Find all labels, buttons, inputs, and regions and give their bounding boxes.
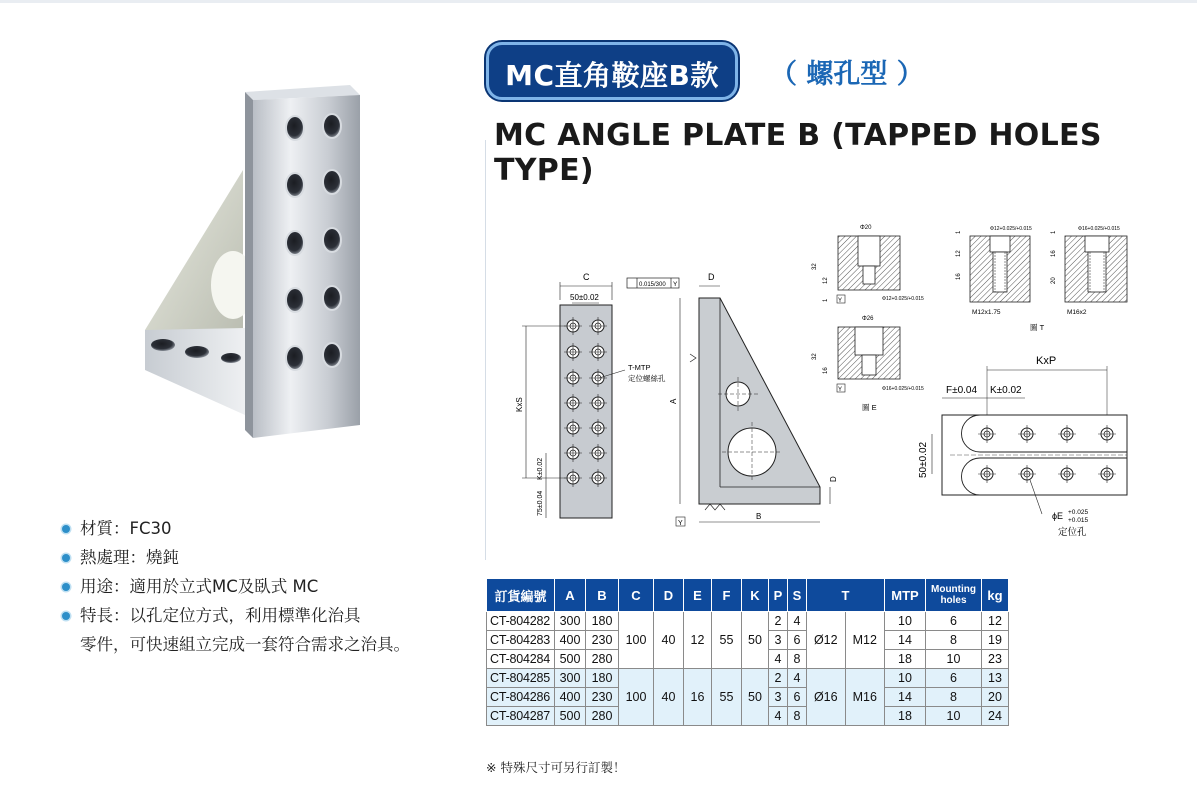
cell-t-dia: Ø16 <box>807 669 846 726</box>
cell-d: 40 <box>654 612 684 669</box>
dim-50-label: 50±0.02 <box>570 293 599 302</box>
spec-table <box>486 578 1009 726</box>
phi26-label: Φ26 <box>862 316 874 322</box>
custom-size-note: ※ 特殊尺寸可另行訂製！ <box>486 760 626 775</box>
cell-holes: 6 <box>926 612 982 631</box>
col-header-k: K <box>742 579 769 612</box>
col-header-kg: kg <box>982 579 1009 612</box>
cell-mtp: 14 <box>885 631 926 650</box>
cell-kg: 24 <box>982 707 1009 726</box>
dim12-label: 12 <box>823 277 829 284</box>
col-header-f: F <box>712 579 742 612</box>
side-view <box>669 272 838 527</box>
m16-label: M16x2 <box>1067 309 1087 316</box>
bullet-icon <box>62 554 70 562</box>
col-header-s: S <box>788 579 807 612</box>
cell-holes: 10 <box>926 650 982 669</box>
datum-y-label: Y <box>673 281 678 288</box>
dim-b-label: B <box>756 512 762 521</box>
col-header-d: D <box>654 579 684 612</box>
phi12-tol-label: Φ12+0.025/+0.015 <box>882 296 924 302</box>
dim-50-plan-label: 50±0.02 <box>918 441 929 478</box>
feature-usage <box>62 572 482 601</box>
cell-c: 100 <box>619 669 654 726</box>
top-divider <box>0 0 1197 3</box>
phi12-t-label: Φ12+0.025/+0.015 <box>990 226 1032 232</box>
cell-t-thread: M16 <box>845 669 884 726</box>
cell-b: 280 <box>586 650 619 669</box>
cell-t-dia: Ø12 <box>807 612 846 669</box>
col-header-c: C <box>619 579 654 612</box>
cell-holes: 8 <box>926 688 982 707</box>
cell-a: 500 <box>555 650 586 669</box>
cell-c: 100 <box>619 612 654 669</box>
flatness-label: 0.015/300 <box>639 282 666 288</box>
feature-heat-treatment <box>62 543 482 572</box>
cell-b: 180 <box>586 669 619 688</box>
table-row <box>487 612 1009 631</box>
datum-y-e2-label: Y <box>838 387 843 393</box>
dim12-t-label: 12 <box>956 250 962 257</box>
title-badge-text: MC直角鞍座B款 <box>505 59 719 92</box>
cell-a: 300 <box>555 612 586 631</box>
cell-code: CT-804283 <box>487 631 555 650</box>
cell-p: 2 <box>769 612 788 631</box>
cell-s: 8 <box>788 707 807 726</box>
cell-code: CT-804286 <box>487 688 555 707</box>
cell-code: CT-804285 <box>487 669 555 688</box>
cell-p: 4 <box>769 650 788 669</box>
phi16-t-label: Φ16+0.025/+0.015 <box>1078 226 1120 232</box>
col-header-t: T <box>807 579 885 612</box>
cell-mtp: 14 <box>885 688 926 707</box>
col-header-code: 訂貨編號 <box>487 579 555 612</box>
detail-e-bottom <box>812 316 924 412</box>
feature-text: 熱處理：燒鈍 <box>80 548 179 567</box>
cell-d: 40 <box>654 669 684 726</box>
cell-mtp: 10 <box>885 612 926 631</box>
datum-y-side-label: Y <box>678 520 683 527</box>
cell-k: 50 <box>742 612 769 669</box>
product-photo <box>135 80 385 440</box>
phi-e-label: ϕE <box>1052 511 1064 521</box>
cell-p: 4 <box>769 707 788 726</box>
dim-k2-label: K±0.02 <box>990 385 1022 396</box>
technical-drawing <box>490 212 1190 547</box>
cell-b: 230 <box>586 631 619 650</box>
cell-s: 8 <box>788 650 807 669</box>
cell-mtp: 18 <box>885 650 926 669</box>
cell-kg: 19 <box>982 631 1009 650</box>
dim-f-label: F±0.04 <box>946 385 978 396</box>
dim32-e2-label: 32 <box>812 353 818 360</box>
locate-hole-label: 定位孔 <box>1058 527 1087 538</box>
cell-p: 3 <box>769 688 788 707</box>
dim1-t2-label: 1 <box>1051 230 1057 234</box>
feature-characteristics-cont: 零件，可快速組立完成一套符合需求之治具。 <box>80 635 410 654</box>
bullet-icon <box>62 612 70 620</box>
feature-material <box>62 514 482 543</box>
dim-75-label: 75±0.04 <box>537 490 544 516</box>
feature-list <box>62 514 482 659</box>
cell-f: 55 <box>712 612 742 669</box>
m12-label: M12x1.75 <box>972 309 1001 316</box>
cell-a: 400 <box>555 688 586 707</box>
phi-e-tol-up: +0.025 <box>1068 509 1089 516</box>
table-row <box>487 669 1009 688</box>
dim-d-side-label: D <box>829 476 838 482</box>
cell-b: 180 <box>586 612 619 631</box>
flatness-callout <box>627 278 679 288</box>
cell-s: 6 <box>788 688 807 707</box>
cell-b: 230 <box>586 688 619 707</box>
dim32-label: 32 <box>812 263 818 270</box>
col-header-b: B <box>586 579 619 612</box>
vertical-divider <box>485 140 486 560</box>
cell-kg: 12 <box>982 612 1009 631</box>
dim1-label: 1 <box>823 298 829 302</box>
fig-t-label: 圖 T <box>1030 323 1045 332</box>
plan-view <box>918 355 1127 538</box>
fig-e-label: 圖 E <box>862 403 877 412</box>
cell-f: 55 <box>712 669 742 726</box>
title-badge <box>486 42 738 100</box>
col-header-p: P <box>769 579 788 612</box>
cell-code: CT-804284 <box>487 650 555 669</box>
phi20-label: Φ20 <box>860 225 872 231</box>
cell-kg: 23 <box>982 650 1009 669</box>
dim-k-label: K±0.02 <box>537 457 544 480</box>
dim-kxp-label: KxP <box>1036 355 1057 367</box>
title-english: MC ANGLE PLATE B (TAPPED HOLES TYPE) <box>494 118 1102 188</box>
tmtp-label: T-MTP <box>628 363 651 372</box>
cell-holes: 10 <box>926 707 982 726</box>
detail-e-top <box>812 225 924 304</box>
cell-a: 300 <box>555 669 586 688</box>
dim-kxs-label: KxS <box>515 397 524 412</box>
cell-holes: 6 <box>926 669 982 688</box>
cell-p: 2 <box>769 669 788 688</box>
feature-text: 用途：適用於立式MC及臥式 MC <box>80 577 319 596</box>
table-header-row <box>487 579 1009 612</box>
cell-mtp: 10 <box>885 669 926 688</box>
col-header-a: A <box>555 579 586 612</box>
cell-b: 280 <box>586 707 619 726</box>
cell-a: 400 <box>555 631 586 650</box>
cell-e: 16 <box>684 669 712 726</box>
cell-k: 50 <box>742 669 769 726</box>
cell-t-thread: M12 <box>845 612 884 669</box>
title-subtitle: （ 螺孔型 ） <box>770 59 924 90</box>
bullet-icon <box>62 583 70 591</box>
dim16-e2-label: 16 <box>823 367 829 374</box>
cell-s: 4 <box>788 612 807 631</box>
dim16-t2-label: 16 <box>1051 250 1057 257</box>
dim-a-label: A <box>669 398 678 404</box>
bullet-icon <box>62 525 70 533</box>
cell-mtp: 18 <box>885 707 926 726</box>
col-header-mtp: MTP <box>885 579 926 612</box>
cell-holes: 8 <box>926 631 982 650</box>
feature-text: 特長：以孔定位方式，利用標準化治具 <box>80 606 361 625</box>
dim20-t-label: 20 <box>1051 277 1057 284</box>
tmtp-cn-label: 定位螺絲孔 <box>628 374 666 383</box>
cell-s: 6 <box>788 631 807 650</box>
cell-kg: 20 <box>982 688 1009 707</box>
dim16-t-label: 16 <box>956 273 962 280</box>
phi-e-tol-dn: +0.015 <box>1068 517 1089 524</box>
dim1-t-label: 1 <box>956 230 962 234</box>
cell-code: CT-804287 <box>487 707 555 726</box>
col-header-e: E <box>684 579 712 612</box>
col-header-mounting-holes: Mounting holes <box>926 579 982 612</box>
front-view <box>515 272 666 518</box>
dim-c-label: C <box>583 272 590 282</box>
phi16-tol-label: Φ16+0.025/+0.015 <box>882 386 924 392</box>
cell-code: CT-804282 <box>487 612 555 631</box>
detail-t <box>956 226 1127 332</box>
cell-e: 12 <box>684 612 712 669</box>
feature-characteristics <box>62 601 482 630</box>
cell-kg: 13 <box>982 669 1009 688</box>
cell-p: 3 <box>769 631 788 650</box>
cell-s: 4 <box>788 669 807 688</box>
datum-y-e1-label: Y <box>838 298 843 304</box>
dim-d-label: D <box>708 272 715 282</box>
feature-text: 材質：FC30 <box>80 519 172 538</box>
cell-a: 500 <box>555 707 586 726</box>
